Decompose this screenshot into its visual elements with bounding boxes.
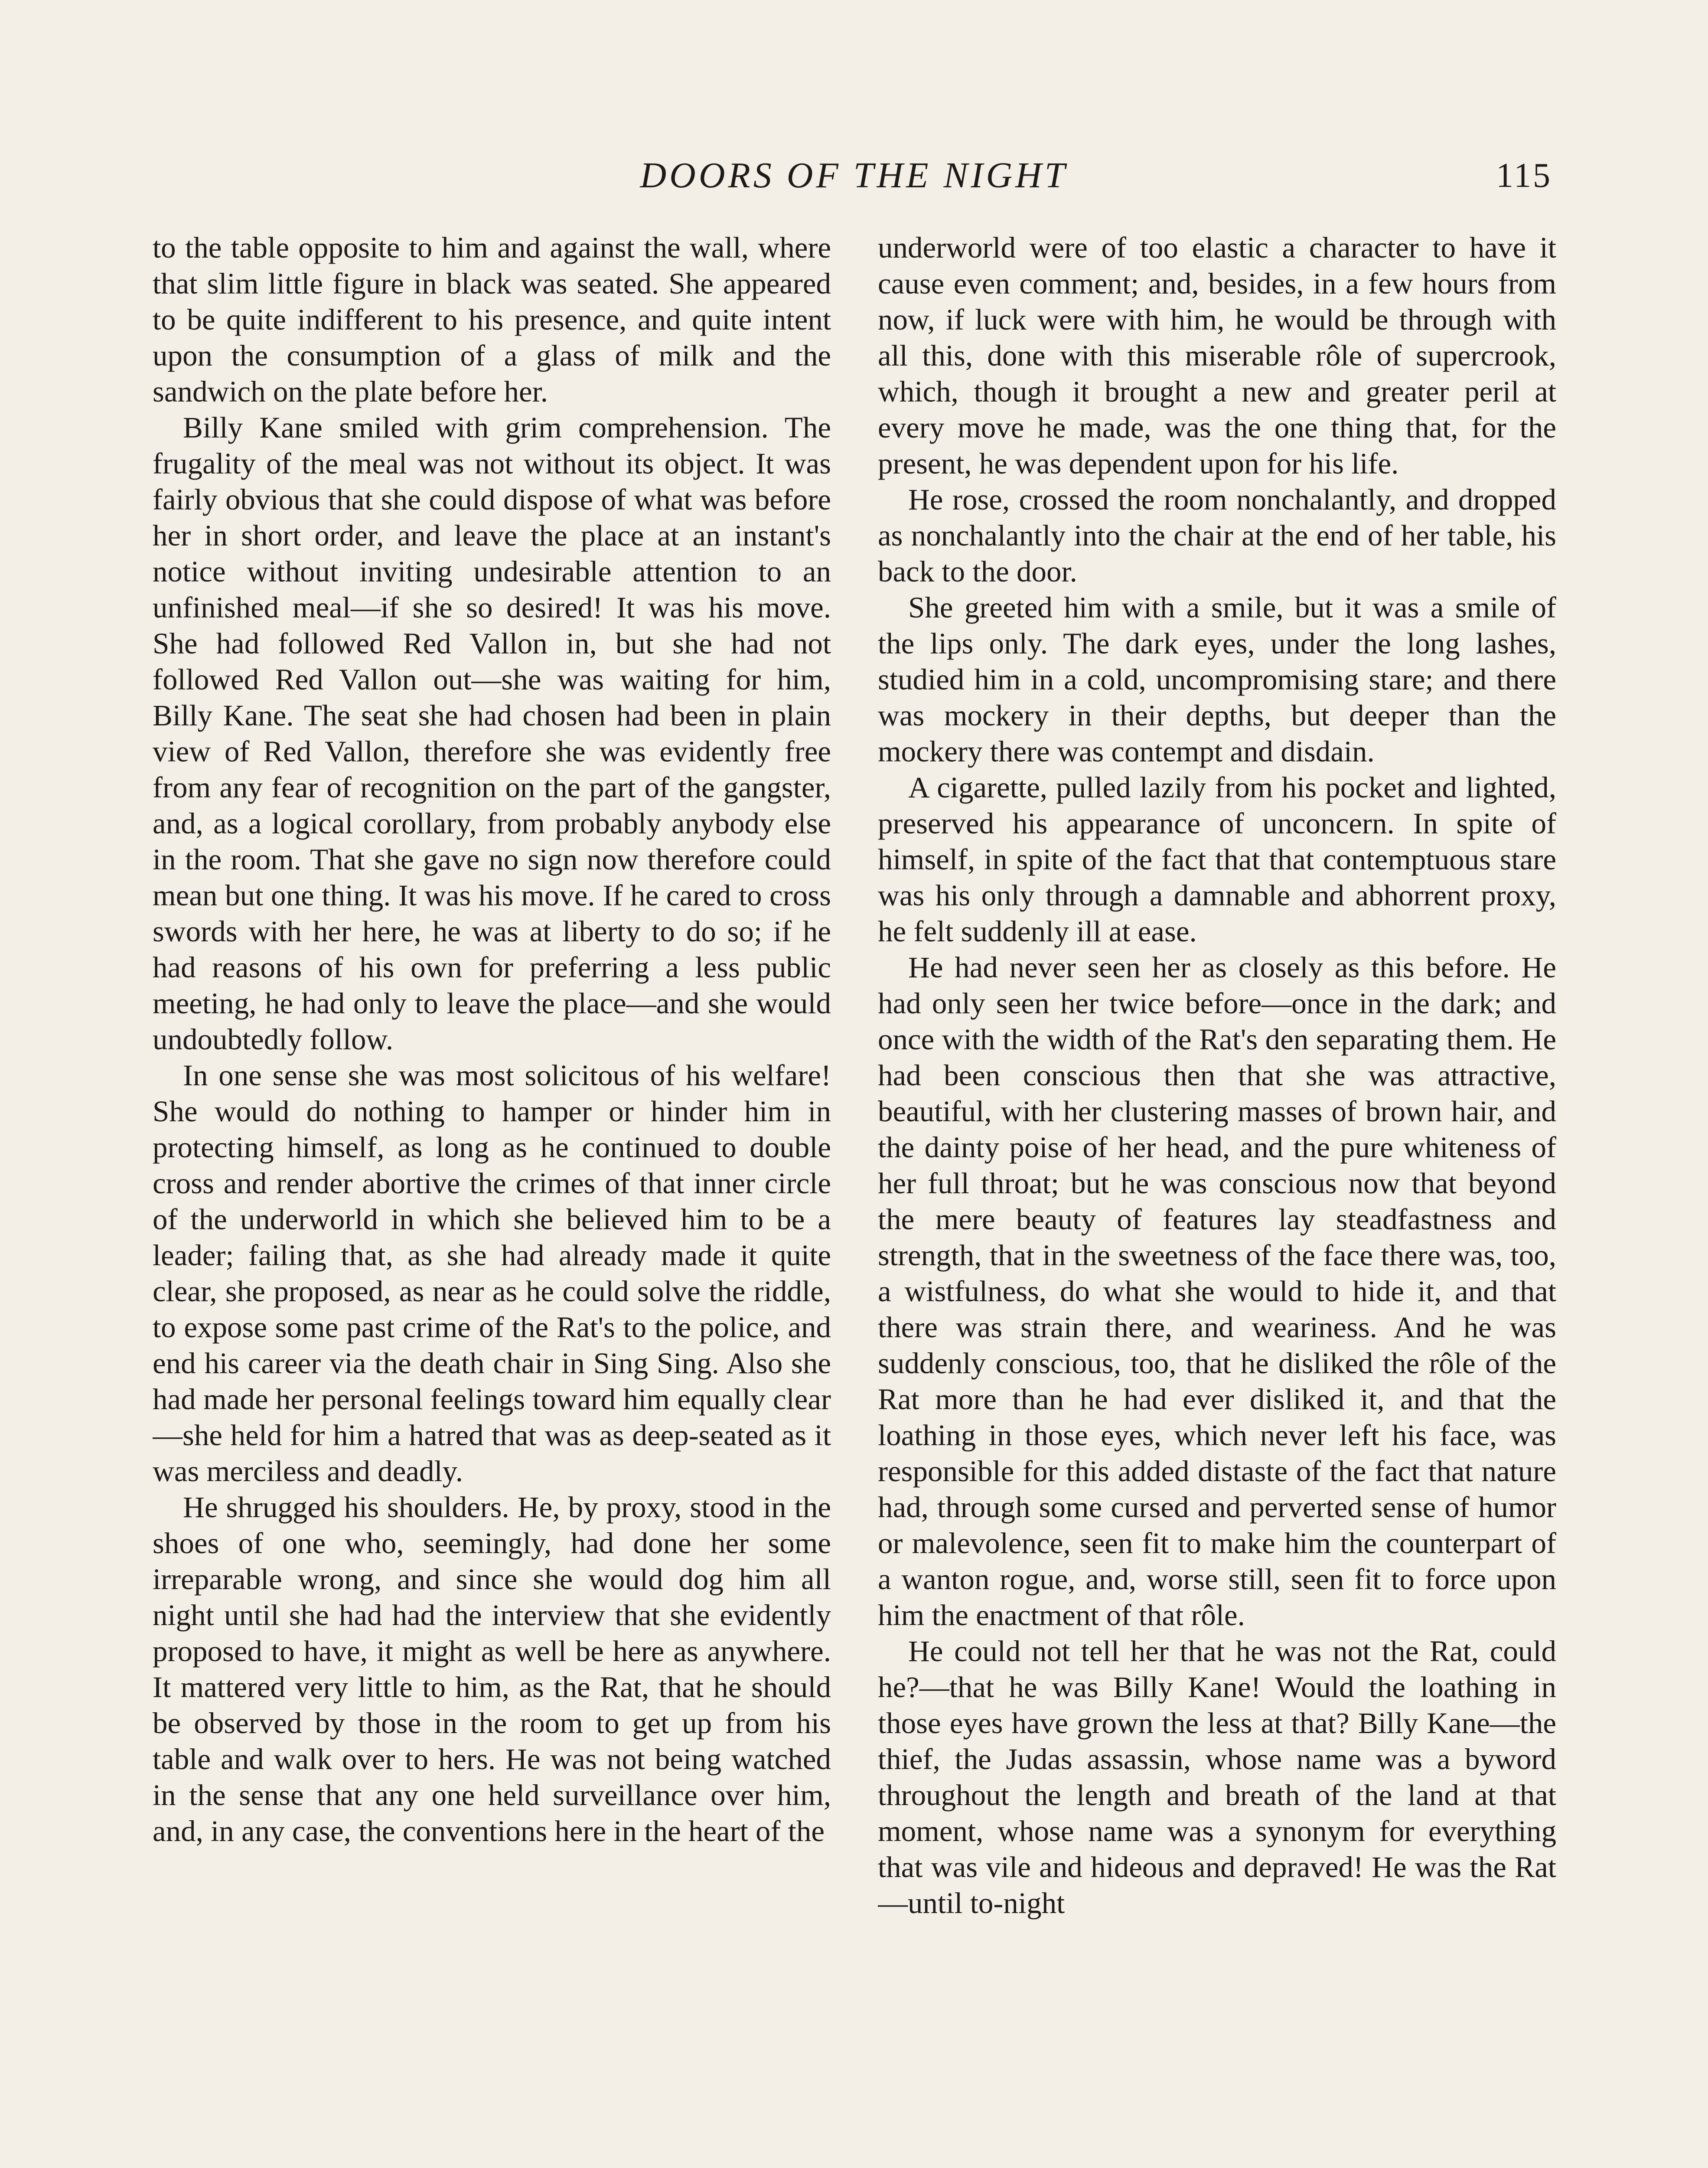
paragraph: to the table opposite to him and against the wall, where that slim little figure in black was seated. She appeared to be quite indifferent to his presence, and quite intent upon the consumption of a glass of milk and the sandwich on the plate before her. (153, 231, 831, 408)
paragraph: He rose, crossed the room nonchalantly, and dropped as nonchalantly into the chair at the end of her table, his back to the door. (878, 483, 1556, 588)
paragraph: She greeted him with a smile, but it was a smile of the lips only. The dark eyes, under the long lashes, studied him in a cold, uncompromising stare; and there was mockery in their depths, but deeper than the mockery there was contempt and disdain. (878, 591, 1556, 768)
page-number: 115 (1496, 157, 1552, 195)
page-header (156, 150, 1552, 202)
paragraph: Billy Kane smiled with grim comprehension. The frugality of the meal was not without its object. It was fairly obvious that she could dispose of what was before her in short order, and leave the place at an instant's notice without inviting undesirable attention to an unfinished meal—if she so desired! It was his move. She had followed Red Vallon in, but she had not followed Red Vallon out—she was waiting for him, Billy Kane. The seat she had chosen had been in plain view of Red Vallon, therefore she was evidently free from any fear of recognition on the part of the gangster, and, as a logical corollary, from probably anybody else in the room. That she gave no sign now therefore could mean but one thing. It was his move. If he cared to cross swords with her here, he was at liberty to do so; if he had reasons of his own for preferring a less public meeting, he had only to leave the place—and she would undoubtedly follow. (153, 411, 831, 1056)
paragraph: In one sense she was most solicitous of his welfare! She would do nothing to hamper or hinder him in protecting himself, as long as he continued to double cross and render abortive the crimes of that inner circle of the underworld in which she believed him to be a leader; failing that, as she had already made it quite clear, she proposed, as near as he could solve the riddle, to expose some past crime of the Rat's to the police, and end his career via the death chair in Sing Sing. Also she had made her personal feelings toward him equally clear—she held for him a hatred that was as deep-seated as it was merciless and deadly. (153, 1059, 831, 1488)
paragraph: underworld were of too elastic a character to have it cause even comment; and, besides, in a few hours from now, if luck were with him, he would be through with all this, done with this miserable rôle of supercrook, which, though it brought a new and greater peril at every move he made, was the one thing that, for the present, he was dependent upon for his life. (878, 231, 1556, 480)
running-title: DOORS OF THE NIGHT (640, 155, 1068, 196)
paragraph: He had never seen her as closely as this before. He had only seen her twice before—once in the dark; and once with the width of the Rat's den separating them. He had been conscious then that she was attractive, beautiful, with her clustering masses of brown hair, and the dainty poise of her head, and the pure whiteness of her full throat; but he was conscious now that beyond the mere beauty of features lay steadfastness and strength, that in the sweetness of the face there was, too, a wistfulness, do what she would to hide it, and that there was strain there, and weariness. And he was suddenly conscious, too, that he disliked the rôle of the Rat more than he had ever disliked it, and that the loathing in those eyes, which never left his face, was responsible for this added distaste of the fact that nature had, through some cursed and perverted sense of humor or malevolence, seen fit to make him the counterpart of a wanton rogue, and, worse still, seen fit to force upon him the enactment of that rôle. (878, 951, 1556, 1632)
text-column-right (878, 230, 1556, 2168)
paragraph: He shrugged his shoulders. He, by proxy, stood in the shoes of one who, seemingly, had done her some irreparable wrong, and since she would dog him all night until she had had the interview that she evidently proposed to have, it might as well be here as anywhere. It mattered very little to him, as the Rat, that he should be observed by those in the room to get up from his table and walk over to hers. He was not being watched in the sense that any one held surveillance over him, and, in any case, the conventions here in the heart of the (153, 1491, 831, 1848)
paragraph: He could not tell her that he was not the Rat, could he?—that he was Billy Kane! Would the loathing in those eyes have grown the less at that? Billy Kane—the thief, the Judas assassin, whose name was a byword throughout the length and breath of the land at that moment, whose name was a synonym for everything that was vile and hideous and depraved! He was the Rat—until to-night (878, 1635, 1556, 1920)
text-column-left (153, 230, 831, 2168)
paragraph: A cigarette, pulled lazily from his pocket and lighted, preserved his appearance of unconcern. In spite of himself, in spite of the fact that that contemptuous stare was his only through a damnable and abhorrent proxy, he felt suddenly ill at ease. (878, 771, 1556, 948)
